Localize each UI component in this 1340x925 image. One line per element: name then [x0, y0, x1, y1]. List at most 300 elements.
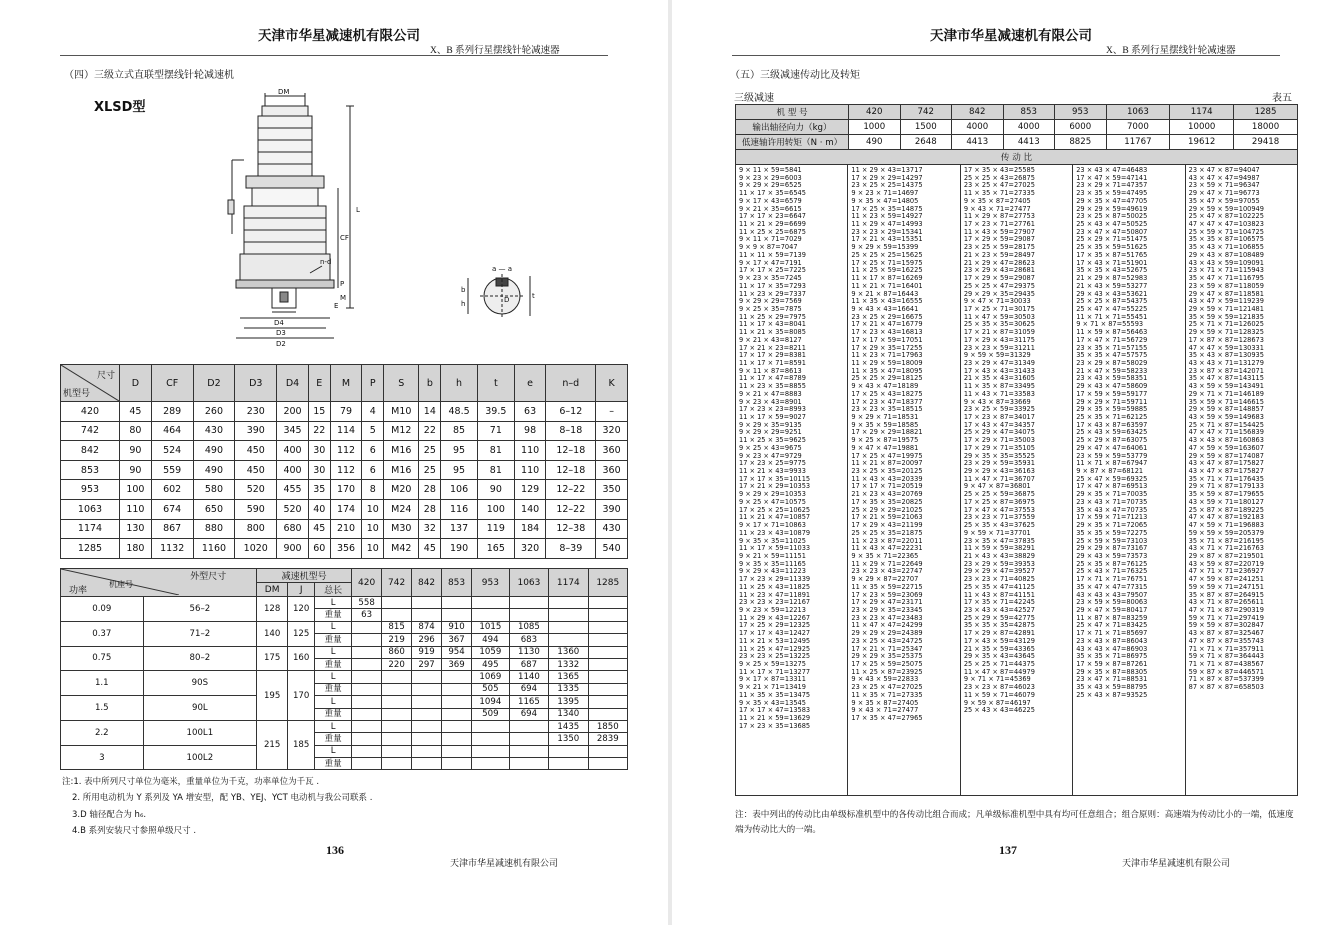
table-cell: 220	[382, 658, 412, 670]
table-cell: 90	[477, 480, 514, 500]
table-cell: –	[596, 402, 628, 422]
table-cell: 1063	[1106, 105, 1170, 120]
weight-label: 重量	[315, 758, 352, 770]
note-2: 2. 所用电动机为 Y 系列及 YA 增安型，配 YB、YEJ、YCT 电动机与我公司联系 .	[72, 793, 373, 804]
table-cell	[442, 597, 472, 609]
table-cell: 524	[151, 441, 193, 461]
length-label: L	[315, 720, 352, 732]
table-cell: 867	[151, 519, 193, 539]
table-cell: 390	[596, 499, 628, 519]
ratio-column: 11 × 29 × 43=13717 17 × 29 × 29=14297 23 × 25 × 25=14375 9 × 23 × 71=14697 9 × 35 × 47=14805 17 × 25 × 35=14875 11 × 23 × 59=14927 11 × 29 × 47=14993 23 × 23 × 29=15341 17 × 21 × 43=15351 9 × 29 × 59=15399 25 × 25 × 25=15625 17 × 25 × 71=15975 11 × 25 × 59=16225 11 × 17 × 87=16269 11 × 21 × 71=16401 9 × 21 × 87=16443 11 × 35 × 43=16555 9 × 43 × 43=16641 23 × 25 × 29=16675 17 × 21 × 47=16779 17 × 23 × 43=16813 17 × 17 × 59=17051 17 × 29 × 35=17255 11 × 23 × 71=17963 11 × 29 × 59=18009 11 × 35 × 47=18095 25 × 25 × 29=18125 9 × 43 × 47=18189 17 × 25 × 43=18275 17 × 23 × 47=18377 23 × 23 × 35=18515 9 × 29 × 71=18531 9 × 35 × 59=18585 17 × 29 × 29=18821 9 × 25 × 87=19575 9 × 47 × 47=19881 17 × 25 × 47=19975 11 × 21 × 87=20097 23 × 25 × 35=20125 11 × 43 × 43=20339 17 × 17 × 71=20519 21 × 23 × 43=20769 17 × 35 × 35=20825 25 × 29 × 29=21025 17 × 21 × 59=21063 17 × 29 × 43=21199 25 × 25 × 35=21875 11 × 23 × 87=22011 11 × 43 × 47=22231 9 × 35 × 71=22365 11 × 29 × 71=22649 23 × 23 × 43=22747 9 × 29 × 87=22707 11 × 35 × 59=22715 17 × 23 × 59=23069 17 × 29 × 47=23171 23 × 29 × 35=23345 23 × 23 × 47=23483 11 × 47 × 47=24299 29 × 29 × 29=24389 23 × 25 × 43=24725 17 × 21 × 71=25347 29 × 29 × 35=25375 17 × 25 × 59=25075 11 × 25 × 87=23925 9 × 43 × 59=22833 23 × 25 × 47=27025 11 × 35 × 71=27335 9 × 35 × 87=27405 9 × 43 × 71=27477 17 × 35 × 47=27965	[848, 165, 960, 795]
weight-label: 重量	[315, 658, 352, 670]
dimension-col-header: b	[419, 365, 441, 402]
table-cell: M30	[384, 519, 419, 539]
page-footer: 天津市华星减速机有限公司	[450, 858, 559, 868]
table-row	[61, 671, 628, 683]
ratio-column: 23 × 43 × 47=46483 17 × 47 × 59=47141 23 × 29 × 71=47357 23 × 35 × 59=47495 29 × 35 × 47=47705 29 × 29 × 59=49619 23 × 25 × 87=50025 25 × 43 × 47=50525 23 × 47 × 47=50807 25 × 29 × 71=51475 25 × 35 × 59=51625 17 × 35 × 87=51765 17 × 43 × 71=51901 35 × 35 × 43=52675 21 × 29 × 87=52983 21 × 43 × 59=53277 29 × 43 × 43=53621 25 × 25 × 87=54375 25 × 47 × 47=55225 11 × 71 × 71=55451 9 × 71 × 87=55593 11 × 59 × 87=56463 17 × 47 × 71=56729 23 × 35 × 71=57155 35 × 35 × 47=57575 23 × 29 × 87=58029 21 × 47 × 59=58233 23 × 43 × 59=58351 29 × 43 × 47=58609 17 × 59 × 59=59177 29 × 29 × 71=59711 29 × 35 × 59=59885 25 × 35 × 71=62125 17 × 43 × 87=63597 25 × 43 × 59=63425 25 × 29 × 87=63075 29 × 47 × 47=64061 23 × 59 × 59=53779 11 × 71 × 87=67947 9 × 87 × 87=68121 25 × 47 × 59=69325 17 × 47 × 87=69513 29 × 35 × 71=70035 23 × 43 × 71=70735 35 × 43 × 47=70735 17 × 59 × 71=71213 29 × 35 × 71=72065 35 × 35 × 59=72275 25 × 59 × 59=73103 29 × 29 × 87=73167 29 × 43 × 59=73573 25 × 35 × 87=76125 25 × 43 × 71=76325 17 × 71 × 71=76751 35 × 47 × 47=77315 43 × 43 × 43=79507 23 × 59 × 59=80063 29 × 47 × 59=80417 11 × 87 × 87=83259 25 × 47 × 71=83425 17 × 71 × 71=85697 23 × 43 × 87=86043 43 × 43 × 47=86903 35 × 35 × 71=86975 17 × 59 × 87=87261 29 × 35 × 87=88305 23 × 47 × 71=88531 35 × 43 × 59=88795 25 × 43 × 87=93525	[1073, 165, 1185, 795]
table-cell	[442, 745, 472, 757]
table-cell: 953	[1055, 105, 1107, 120]
table-cell: 95	[441, 460, 478, 480]
table-cell: 174	[330, 499, 362, 519]
table-cell	[472, 597, 510, 609]
table-cell: 1350	[549, 733, 588, 745]
table-cell: 580	[193, 480, 235, 500]
table-cell: 79	[330, 402, 362, 422]
length-label: L	[315, 621, 352, 633]
table-cell	[588, 758, 627, 770]
table-cell: 289	[151, 402, 193, 422]
label-d: D	[504, 296, 510, 304]
label-b: b	[461, 286, 466, 294]
ratio-heading: 传 动 比	[736, 150, 1298, 165]
table-cell	[472, 733, 510, 745]
table-cell	[412, 733, 442, 745]
table-cell: 10	[362, 539, 384, 559]
table-cell: 910	[442, 621, 472, 633]
table-cell: 490	[193, 460, 235, 480]
table-cell: 602	[151, 480, 193, 500]
table-cell: 4000	[952, 120, 1004, 135]
motor-table	[60, 568, 628, 770]
table-cell: 1132	[151, 539, 193, 559]
table-cell	[588, 696, 627, 708]
motor-corner-frame: 机座号	[109, 580, 133, 589]
table-cell	[442, 708, 472, 720]
table-cell	[412, 745, 442, 757]
table-cell: 90	[120, 460, 152, 480]
section-title: （五）三级减速传动比及转矩	[730, 70, 860, 81]
length-label: L	[315, 671, 352, 683]
header-rule	[732, 55, 1280, 56]
power-cell: 1.5	[61, 696, 144, 721]
label-p: P	[340, 280, 345, 288]
shaft-section-drawing	[460, 262, 540, 322]
table-cell: 369	[442, 658, 472, 670]
dimension-col-header: K	[596, 365, 628, 402]
note-3: 3.D 轴径配合为 h₆.	[72, 809, 147, 820]
label-aa: a — a	[492, 265, 513, 273]
table-cell: 490	[193, 441, 235, 461]
dm-cell: 140	[257, 621, 288, 646]
table-cell: M42	[384, 539, 419, 559]
table-cell: 190	[441, 539, 478, 559]
table-cell: 15	[308, 402, 330, 422]
dimension-header-row	[61, 365, 628, 402]
table-cell	[588, 658, 627, 670]
model-col-header: 742	[382, 569, 412, 597]
table-cell: 114	[330, 421, 362, 441]
frame-cell: 100L1	[143, 720, 257, 745]
table-cell	[442, 720, 472, 732]
corner-label-size: 尺寸	[96, 371, 115, 381]
table-cell: 1094	[472, 696, 510, 708]
table-cell: 954	[442, 646, 472, 658]
table-cell: 63	[352, 609, 382, 621]
label-cf: CF	[340, 234, 349, 242]
frame-cell: 100L2	[143, 745, 257, 770]
table-cell: 100	[120, 480, 152, 500]
table-cell: 1069	[472, 671, 510, 683]
table-cell	[352, 696, 382, 708]
dimension-col-header: e	[514, 365, 546, 402]
table-cell	[382, 758, 412, 770]
table-row	[61, 519, 628, 539]
table-cell	[509, 720, 548, 732]
model-label: XLSD型	[94, 100, 146, 115]
table-row	[61, 402, 628, 422]
table-cell: 30	[308, 460, 330, 480]
table-cell	[549, 597, 588, 609]
table-cell: 2648	[900, 135, 952, 150]
header-rule	[60, 55, 608, 56]
table-cell	[352, 634, 382, 646]
table-cell	[352, 745, 382, 757]
table-cell: 1130	[509, 646, 548, 658]
table-cell: 356	[330, 539, 362, 559]
table-cell: 110	[514, 441, 546, 461]
table-cell: 180	[120, 539, 152, 559]
table-cell: M16	[384, 441, 419, 461]
table-cell: 63	[514, 402, 546, 422]
table-cell: 6–12	[546, 402, 596, 422]
motor-header-row-1	[61, 569, 628, 583]
table-cell: 22	[308, 421, 330, 441]
table-cell	[352, 720, 382, 732]
table-cell: M12	[384, 421, 419, 441]
table-cell	[588, 708, 627, 720]
table-cell	[412, 708, 442, 720]
table-cell	[352, 621, 382, 633]
ratio-note: 注：表中列出的传动比由单级标准机型中的各传动比组合而成；凡单级标准机型中具有均可任意组合；组合原则：高速端为传动比小的一端，低速度端为传动比大的一端。	[735, 810, 1294, 835]
table-row	[61, 460, 628, 480]
dimension-col-header: D4	[277, 365, 309, 402]
table-cell	[352, 671, 382, 683]
table-cell: 430	[193, 421, 235, 441]
table-cell: 81	[477, 441, 514, 461]
table-cell: 28	[419, 499, 441, 519]
table-cell	[442, 671, 472, 683]
table-cell: 494	[472, 634, 510, 646]
table-cell	[352, 708, 382, 720]
table-cell: 19612	[1170, 135, 1234, 150]
table-cell: 815	[382, 621, 412, 633]
table-cell	[382, 696, 412, 708]
table-cell: 10000	[1170, 120, 1234, 135]
table-cell: 116	[441, 499, 478, 519]
table-cell: 71	[477, 421, 514, 441]
table-cell: 110	[514, 460, 546, 480]
table-cell: 80	[120, 421, 152, 441]
table-cell	[442, 683, 472, 695]
table-cell: M10	[384, 402, 419, 422]
motor-corner-cell	[61, 569, 257, 597]
table-cell	[509, 745, 548, 757]
table-cell	[588, 634, 627, 646]
model-col-header: 853	[442, 569, 472, 597]
table-cell: 8–39	[546, 539, 596, 559]
torque-table	[735, 104, 1298, 165]
label-d3: D3	[276, 329, 286, 337]
table-cell: 842	[952, 105, 1004, 120]
label-d2: D2	[276, 340, 286, 348]
weight-label: 重量	[315, 708, 352, 720]
table-cell	[588, 597, 627, 609]
label-nd: n-d	[320, 258, 332, 266]
power-cell: 3	[61, 745, 144, 770]
left-page	[0, 0, 668, 925]
table-cell: 420	[849, 105, 901, 120]
table-cell: 4413	[1003, 135, 1055, 150]
table-cell: 12–18	[546, 441, 596, 461]
note-1: 注:1. 表中所列尺寸单位为毫米，重量单位为千克，功率单位为千瓦 .	[62, 777, 320, 787]
table-cell: 490	[849, 135, 901, 150]
model-col-header: 420	[352, 569, 382, 597]
table-row	[61, 441, 628, 461]
table-cell: 350	[596, 480, 628, 500]
section-title: （四）三级立式直联型摆线针轮减速机	[64, 70, 234, 81]
table-cell: 853	[61, 460, 120, 480]
motor-corner-power: 功率	[69, 586, 88, 596]
dimension-table	[60, 364, 628, 559]
table-cell	[352, 658, 382, 670]
table-cell: 10	[362, 519, 384, 539]
table-cell	[509, 733, 548, 745]
length-label: L	[315, 597, 352, 609]
table-cell	[382, 671, 412, 683]
total-header: 总长	[315, 583, 352, 597]
table-cell: 1360	[549, 646, 588, 658]
table-cell: 1500	[900, 120, 952, 135]
table-cell: 25	[419, 460, 441, 480]
table-cell	[382, 720, 412, 732]
table-cell: 4	[362, 402, 384, 422]
table-cell	[509, 758, 548, 770]
table-row	[61, 480, 628, 500]
table-cell: 8825	[1055, 135, 1107, 150]
table-cell: 400	[277, 460, 309, 480]
table-cell: 860	[382, 646, 412, 658]
table-cell: 170	[330, 480, 362, 500]
page-number-right: 137	[999, 843, 1017, 857]
table-cell: 1020	[235, 539, 277, 559]
table-cell	[382, 733, 412, 745]
table-cell: 687	[509, 658, 548, 670]
dimension-corner-cell	[61, 365, 120, 402]
row-header: 低速轴许用转矩（N · m）	[736, 135, 849, 150]
table-cell: 1335	[549, 683, 588, 695]
table-cell: 210	[330, 519, 362, 539]
table-cell: 230	[235, 402, 277, 422]
j-cell: 120	[288, 597, 315, 622]
table-cell	[412, 758, 442, 770]
table-cell: 345	[277, 421, 309, 441]
label-h: h	[461, 300, 466, 308]
table-cell	[412, 683, 442, 695]
ratio-list	[735, 164, 1298, 796]
table-cell: 320	[514, 539, 546, 559]
table-cell: 6	[362, 460, 384, 480]
table-cell: 35	[308, 480, 330, 500]
table-cell: 1285	[61, 539, 120, 559]
dimension-col-header: S	[384, 365, 419, 402]
dimension-col-header: D	[120, 365, 152, 402]
dimension-col-header: D3	[235, 365, 277, 402]
row-header: 机 型 号	[736, 105, 849, 120]
table-cell: 694	[509, 683, 548, 695]
table-cell: 495	[472, 658, 510, 670]
table-row	[736, 120, 1298, 135]
table-cell: 558	[352, 597, 382, 609]
table-cell: 95	[441, 441, 478, 461]
table-cell: 219	[382, 634, 412, 646]
frame-cell: 90L	[143, 696, 257, 721]
frame-cell: 56–2	[143, 597, 257, 622]
table-cell	[549, 621, 588, 633]
j-cell: 160	[288, 646, 315, 671]
table-cell: 30	[308, 441, 330, 461]
j-header: J	[288, 583, 315, 597]
weight-label: 重量	[315, 609, 352, 621]
table-cell: 853	[1003, 105, 1055, 120]
ratio-column: 23 × 47 × 87=94047 43 × 47 × 47=94987 23 × 59 × 71=96347 29 × 47 × 71=96773 35 × 47 × 59=97055 29 × 59 × 59=100949 25 × 47 × 87=102225 47 × 47 × 47=103823 25 × 59 × 71=104725 35 × 35 × 87=106575 35 × 43 × 71=106855 29 × 43 × 87=108489 43 × 43 × 59=109091 23 × 71 × 71=115943 35 × 47 × 71=116795 23 × 59 × 87=118059 29 × 47 × 87=118581 43 × 47 × 59=119239 29 × 59 × 71=121481 35 × 59 × 59=121835 25 × 71 × 71=126025 29 × 59 × 71=128325 17 × 87 × 87=128673 47 × 47 × 59=130331 35 × 43 × 87=130935 43 × 43 × 71=131279 23 × 87 × 87=142071 35 × 47 × 87=143115 43 × 59 × 59=143491 29 × 71 × 71=146189 35 × 59 × 71=146615 29 × 59 × 87=148857 43 × 59 × 59=149683 25 × 71 × 87=154425 47 × 47 × 71=156839 43 × 43 × 87=160863 47 × 59 × 59=163607 29 × 59 × 87=174087 43 × 47 × 87=175827 43 × 47 × 87=175827 35 × 71 × 71=176435 29 × 71 × 87=179133 35 × 59 × 87=179655 43 × 59 × 71=180127 25 × 87 × 87=189225 47 × 47 × 87=192183 47 × 59 × 71=196883 59 × 59 × 59=205379 35 × 71 × 87=216195 43 × 71 × 71=216763 29 × 87 × 87=219501 43 × 59 × 87=220719 47 × 71 × 71=236927 47 × 59 × 87=241251 59 × 59 × 71=247151 35 × 87 × 87=264915 43 × 71 × 87=265611 47 × 71 × 87=290319 59 × 71 × 71=297419 59 × 59 × 87=302847 43 × 87 × 87=325467 47 × 87 × 87=355743 71 × 71 × 71=357911 59 × 71 × 87=364443 71 × 71 × 87=438567 59 × 87 × 87=446571 71 × 87 × 87=537399 87 × 87 × 87=658503	[1188, 166, 1264, 692]
table-cell: 119	[477, 519, 514, 539]
table-cell	[412, 696, 442, 708]
company-title: 天津市华星减速机有限公司	[258, 28, 420, 44]
table-cell: 6000	[1055, 120, 1107, 135]
table-cell	[412, 720, 442, 732]
table-cell: 1340	[549, 708, 588, 720]
corner-label-model: 机型号	[63, 389, 91, 399]
table-cell	[588, 621, 627, 633]
table-cell	[472, 745, 510, 757]
reduction-subtitle: 三级减速	[734, 93, 774, 104]
power-cell: 1.1	[61, 671, 144, 696]
dimension-col-header: CF	[151, 365, 193, 402]
table-cell: 367	[442, 634, 472, 646]
model-col-header: 953	[472, 569, 510, 597]
table-cell: 505	[472, 683, 510, 695]
table-cell: 60	[308, 539, 330, 559]
power-cell: 2.2	[61, 720, 144, 745]
table-row	[736, 150, 1298, 165]
table-cell: 12–22	[546, 499, 596, 519]
table-cell: 742	[900, 105, 952, 120]
length-label: L	[315, 745, 352, 757]
power-cell: 0.09	[61, 597, 144, 622]
table-cell: 450	[235, 460, 277, 480]
table-cell: 90	[120, 441, 152, 461]
table-cell: 25	[419, 441, 441, 461]
table-cell: 1160	[193, 539, 235, 559]
dimension-col-header: E	[308, 365, 330, 402]
table-cell	[352, 733, 382, 745]
table-cell: 880	[193, 519, 235, 539]
table-cell: 900	[277, 539, 309, 559]
table-cell: 455	[277, 480, 309, 500]
table-cell: 297	[412, 658, 442, 670]
model-col-header: 1285	[588, 569, 627, 597]
table-cell	[588, 671, 627, 683]
table-row	[736, 105, 1298, 120]
table-cell: 12–38	[546, 519, 596, 539]
series-subtitle: X、B 系列行星摆线针轮减速器	[430, 46, 560, 56]
table-row	[61, 621, 628, 633]
table-cell: 464	[151, 421, 193, 441]
table-cell	[442, 696, 472, 708]
page-number: 136	[326, 843, 344, 857]
label-dm: DM	[278, 88, 290, 96]
table-row	[61, 597, 628, 609]
dimension-col-header: M	[330, 365, 362, 402]
length-label: L	[315, 646, 352, 658]
table-cell: 1174	[61, 519, 120, 539]
table-cell: 112	[330, 441, 362, 461]
table-row	[61, 646, 628, 658]
table-cell: 260	[193, 402, 235, 422]
table-cell: 12–18	[546, 460, 596, 480]
table-cell: 39.5	[477, 402, 514, 422]
table-cell: 430	[596, 519, 628, 539]
ratio-column: 9 × 11 × 59=5841 9 × 23 × 29=6003 9 × 29 × 29=6525 11 × 17 × 35=6545 9 × 17 × 43=6579 9 × 21 × 35=6615 17 × 17 × 23=6647 11 × 21 × 29=6699 11 × 25 × 25=6875 9 × 11 × 71=7029 9 × 9 × 87=7047 11 × 11 × 59=7139 9 × 17 × 47=7191 17 × 17 × 25=7225 9 × 23 × 35=7245 11 × 17 × 35=7293 11 × 23 × 29=7337 9 × 29 × 29=7569 9 × 25 × 35=7875 11 × 25 × 29=7975 11 × 17 × 43=8041 11 × 21 × 35=8085 9 × 21 × 43=8127 17 × 21 × 23=8211 17 × 17 × 29=8381 11 × 17 × 71=8591 9 × 11 × 87=8613 11 × 17 × 47=8789 11 × 23 × 35=8855 9 × 21 × 47=8883 9 × 23 × 43=8901 17 × 23 × 23=8993 11 × 17 × 59=9027 9 × 29 × 35=9135 9 × 29 × 29=9251 11 × 25 × 35=9625 9 × 25 × 43=9675 9 × 23 × 47=9729 17 × 23 × 25=9775 11 × 21 × 43=9933 17 × 17 × 35=10115 17 × 21 × 29=10353 9 × 29 × 29=10353 9 × 25 × 47=10575 17 × 25 × 25=10625 11 × 21 × 47=10857 9 × 17 × 71=10863 11 × 23 × 43=10879 9 × 35 × 35=11025 11 × 17 × 59=11033 9 × 21 × 59=11151 9 × 35 × 35=11165 9 × 29 × 43=11223 17 × 23 × 29=11339 11 × 25 × 43=11825 11 × 23 × 47=11891 23 × 23 × 23=12167 9 × 23 × 59=12213 11 × 29 × 43=12267 17 × 25 × 29=12325 17 × 17 × 43=12427 11 × 21 × 53=12495 11 × 25 × 47=12925 23 × 23 × 25=13225 9 × 25 × 59=13275 11 × 17 × 71=13277 9 × 17 × 87=13311 9 × 21 × 71=13419 11 × 35 × 35=13475 9 × 35 × 43=13545 17 × 17 × 47=13583 11 × 21 × 59=13629 17 × 23 × 35=13685	[736, 165, 848, 795]
frame-cell: 90S	[143, 671, 257, 696]
table-cell	[442, 733, 472, 745]
table-cell: 1365	[549, 671, 588, 683]
table-cell: 400	[277, 441, 309, 461]
table-cell: 140	[514, 499, 546, 519]
table-cell: 450	[235, 441, 277, 461]
page-footer-right: 天津市华星减速机有限公司	[1122, 858, 1231, 868]
table-cell: 5	[362, 421, 384, 441]
ratio-column: 17 × 35 × 43=25585 25 × 25 × 43=26875 23 × 25 × 47=27025 11 × 35 × 71=27335 9 × 35 × 87=27405 9 × 43 × 71=27477 11 × 29 × 87=27753 17 × 23 × 71=27761 11 × 43 × 59=27907 17 × 29 × 59=29087 23 × 25 × 59=28175 21 × 23 × 59=28497 21 × 29 × 47=28623 23 × 29 × 43=28681 17 × 29 × 59=29087 25 × 25 × 47=29375 29 × 29 × 35=29435 9 × 47 × 71=30033 17 × 25 × 71=30175 11 × 47 × 59=30503 25 × 35 × 35=30625 17 × 21 × 87=31059 17 × 29 × 43=31175 23 × 23 × 59=31211 9 × 59 × 59=31329 23 × 29 × 47=31349 17 × 43 × 43=31433 21 × 35 × 43=31605 11 × 35 × 87=33495 11 × 43 × 71=33583 9 × 43 × 87=33669 23 × 25 × 59=33925 17 × 23 × 87=34017 17 × 43 × 47=34357 25 × 29 × 47=34075 17 × 29 × 71=35003 17 × 29 × 71=35105 29 × 35 × 35=35525 23 × 29 × 59=35931 29 × 29 × 43=36163 11 × 47 × 71=36707 9 × 47 × 87=36801 25 × 25 × 59=36875 17 × 25 × 87=36975 17 × 47 × 47=37553 23 × 23 × 71=37559 25 × 35 × 43=37625 9 × 59 × 71=37701 23 × 35 × 47=37835 11 × 59 × 59=38291 21 × 43 × 43=38829 23 × 29 × 59=39353 29 × 29 × 47=39527 23 × 23 × 71=40825 25 × 35 × 47=41125 11 × 43 × 87=41151 17 × 35 × 71=42245 23 × 43 × 43=42527 25 × 29 × 59=42775 35 × 35 × 35=42875 17 × 29 × 87=42891 17 × 43 × 59=43129 21 × 35 × 59=43365 29 × 35 × 43=43645 25 × 25 × 71=44375 11 × 47 × 87=44979 9 × 71 × 71=45369 23 × 23 × 87=46023 11 × 59 × 71=46079 9 × 59 × 87=46197 25 × 43 × 43=46225	[961, 165, 1073, 795]
dimension-col-header: h	[441, 365, 478, 402]
table-cell: 296	[412, 634, 442, 646]
table-cell	[472, 758, 510, 770]
table-row	[736, 135, 1298, 150]
table-cell	[382, 597, 412, 609]
table-cell	[509, 609, 548, 621]
table-cell: 165	[477, 539, 514, 559]
table-cell: 129	[514, 480, 546, 500]
table-cell: 45	[308, 519, 330, 539]
table-cell	[382, 683, 412, 695]
table-cell: 10	[362, 499, 384, 519]
table-cell: 509	[472, 708, 510, 720]
table-cell: 1085	[509, 621, 548, 633]
table-row	[61, 745, 628, 757]
dm-cell: 175	[257, 646, 288, 671]
j-cell: 185	[288, 720, 315, 770]
table-cell: 81	[477, 460, 514, 480]
table-cell: 694	[509, 708, 548, 720]
table-cell: 4000	[1003, 120, 1055, 135]
table-cell: 540	[596, 539, 628, 559]
note-4: 4.B 系列安装尺寸参照单级尺寸 .	[72, 826, 197, 837]
table-cell: 40	[308, 499, 330, 519]
table-cell: 18000	[1234, 120, 1298, 135]
table-cell	[472, 720, 510, 732]
label-m: M	[340, 294, 347, 302]
power-cell: 0.75	[61, 646, 144, 671]
dm-cell: 128	[257, 597, 288, 622]
table-cell	[382, 745, 412, 757]
model-col-header: 1174	[549, 569, 588, 597]
table-cell: 7000	[1106, 120, 1170, 135]
table-cell: 650	[193, 499, 235, 519]
table-cell: 28	[419, 480, 441, 500]
table-cell: 8	[362, 480, 384, 500]
weight-label: 重量	[315, 683, 352, 695]
dm-cell: 215	[257, 720, 288, 770]
